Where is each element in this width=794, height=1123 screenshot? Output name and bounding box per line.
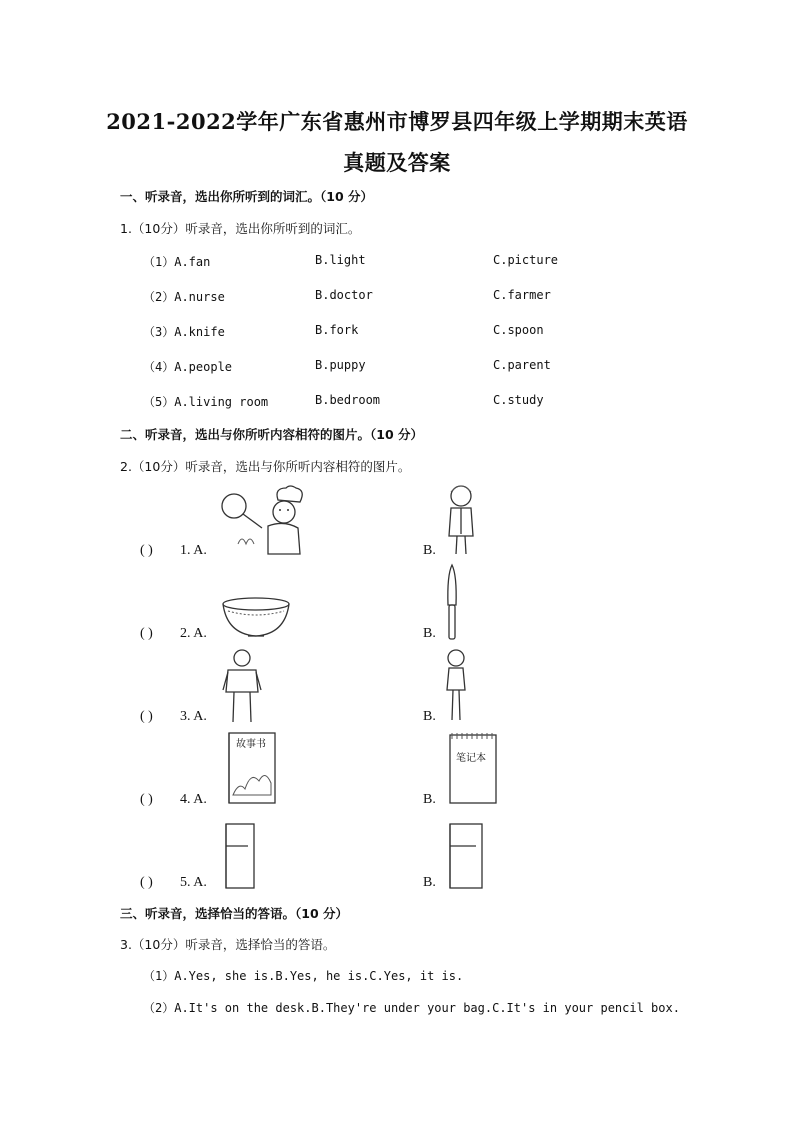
knife-icon bbox=[446, 563, 458, 641]
boy-icon bbox=[445, 648, 467, 724]
option-5c: C.study bbox=[493, 393, 544, 407]
title-line-2: 真题及答案 bbox=[343, 150, 451, 175]
storybook-cover-text: 故事书 bbox=[236, 739, 266, 750]
answer-blank-5[interactable]: ( ) bbox=[140, 875, 153, 890]
picture-label-5a: 5. A. bbox=[180, 875, 207, 890]
doctor-icon bbox=[445, 484, 477, 556]
picture-label-4a: 4. A. bbox=[180, 792, 207, 807]
option-2a: （2）A.nurse bbox=[143, 290, 225, 304]
option-3c: C.spoon bbox=[493, 323, 544, 337]
man-icon bbox=[222, 648, 262, 724]
notebook-icon bbox=[446, 731, 498, 805]
picture-label-1a: 1. A. bbox=[180, 543, 207, 558]
notebook-cover-text: 笔记本 bbox=[456, 753, 486, 764]
question-3: 3.（10分）听录音，选择恰当的答语。 bbox=[120, 937, 336, 952]
bowl-icon bbox=[222, 597, 290, 639]
option-2b: B.doctor bbox=[315, 288, 373, 302]
option-4a: （4）A.people bbox=[143, 360, 233, 374]
picture-label-5b: B. bbox=[423, 875, 436, 890]
book-icon-5b bbox=[446, 822, 486, 890]
option-4c: C.parent bbox=[493, 358, 551, 372]
option-3b: B.fork bbox=[315, 323, 359, 337]
picture-label-1b: B. bbox=[423, 543, 436, 558]
option-1a: （1）A.fan bbox=[143, 255, 211, 269]
option-1c: C.picture bbox=[493, 253, 559, 267]
answer-blank-4[interactable]: ( ) bbox=[140, 792, 153, 807]
question-1: 1.（10分）听录音，选出你所听到的词汇。 bbox=[120, 221, 361, 236]
book-icon-5a bbox=[222, 822, 258, 890]
storybook-icon bbox=[225, 731, 277, 805]
option-5b: B.bedroom bbox=[315, 393, 381, 407]
answer-blank-2[interactable]: ( ) bbox=[140, 626, 153, 641]
picture-label-3b: B. bbox=[423, 709, 436, 724]
reply-option-1: （1）A.Yes, she is.B.Yes, he is.C.Yes, it is. bbox=[143, 969, 464, 983]
question-2: 2.（10分）听录音，选出与你所听内容相符的图片。 bbox=[120, 459, 411, 474]
picture-label-3a: 3. A. bbox=[180, 709, 207, 724]
option-5a: （5）A.living room bbox=[143, 395, 269, 409]
section-1-heading: 一、听录音，选出你所听到的词汇。（10 分） bbox=[120, 189, 373, 204]
chef-icon bbox=[218, 484, 303, 556]
picture-label-2a: 2. A. bbox=[180, 626, 207, 641]
picture-label-4b: B. bbox=[423, 792, 436, 807]
option-1b: B.light bbox=[315, 253, 366, 267]
option-2c: C.farmer bbox=[493, 288, 551, 302]
reply-option-2: （2）A.It's on the desk.B.They're under your bag.C.It's in your pencil box. bbox=[143, 1001, 680, 1015]
answer-blank-3[interactable]: ( ) bbox=[140, 709, 153, 724]
option-4b: B.puppy bbox=[315, 358, 366, 372]
answer-blank-1[interactable]: ( ) bbox=[140, 543, 153, 558]
option-3a: （3）A.knife bbox=[143, 325, 225, 339]
picture-label-2b: B. bbox=[423, 626, 436, 641]
title-line-1: 2021-2022学年广东省惠州市博罗县四年级上学期期末英语 bbox=[106, 109, 688, 134]
section-2-heading: 二、听录音，选出与你所听内容相符的图片。（10 分） bbox=[120, 427, 423, 442]
section-3-heading: 三、听录音，选择恰当的答语。（10 分） bbox=[120, 906, 348, 921]
